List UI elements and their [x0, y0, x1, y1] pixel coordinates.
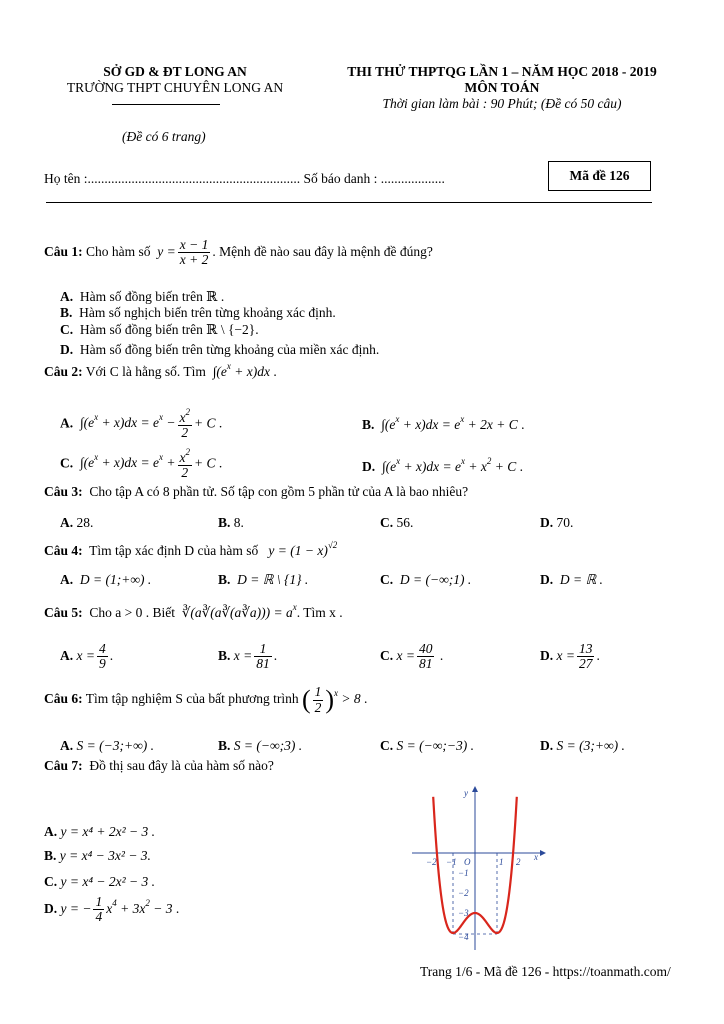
option-6c[interactable]: C. S = (−∞;−3) .	[380, 738, 474, 753]
exam-duration: Thời gian làm bài : 90 Phút; (Đề có 50 câu)	[382, 96, 622, 111]
tick-x-pos2: 2	[516, 857, 521, 867]
option-3b[interactable]: B. 8.	[218, 515, 244, 530]
option-2c[interactable]: C. $\int(e^x + x)dx = e^x$ + $\frac{x^2}{2}$ + C .	[60, 447, 223, 481]
option-4d[interactable]: D. D = ℝ .	[540, 572, 603, 587]
question-label: Câu 1:	[44, 243, 83, 259]
tick-y-neg3: −3	[458, 908, 469, 918]
option-7c[interactable]: C. y = x⁴ − 2x² − 3 .	[44, 874, 156, 889]
tick-origin: O	[464, 857, 471, 867]
pages-note: (Đề có 6 trang)	[122, 129, 206, 144]
subject-title: MÔN TOÁN	[464, 80, 540, 95]
option-4c[interactable]: C. D = (−∞;1) .	[380, 572, 472, 587]
x-axis-arrow	[540, 850, 546, 856]
option-2b[interactable]: B. $\int(e^x + x)dx = e^x + 2x + C$ .	[362, 414, 525, 432]
tick-x-pos1: 1	[499, 857, 504, 867]
question-1: Câu 1: Cho hàm số y = $\frac{x - 1}{x + 2}$ . Mệnh đề nào sau đây là mệnh đề đúng?	[44, 237, 433, 268]
page-footer: Trang 1/6 - Mã đề 126 - https://toanmath.com/	[420, 964, 671, 979]
tick-y-neg2: −2	[458, 888, 469, 898]
x-axis-label: x	[534, 852, 538, 862]
option-5a[interactable]: A. x = $\frac{4}{9}$ .	[60, 641, 114, 672]
option-2a[interactable]: A. $\int(e^x + x)dx = e^x$ − $\frac{x^2}{2}$ + C .	[60, 407, 223, 441]
option-3c[interactable]: C. 56.	[380, 515, 414, 530]
option-3d[interactable]: D. 70.	[540, 515, 574, 530]
question-2: Câu 2: Với C là hằng số. Tìm $\int(e^x + x)dx$ .	[44, 361, 277, 379]
exam-title: THI THỬ THPTQG LẦN 1 – NĂM HỌC 2018 - 2019	[347, 64, 657, 79]
option-5c[interactable]: C. x = $\frac{40}{81}$ .	[380, 641, 444, 672]
exam-code: Mã đề 126	[569, 168, 630, 183]
option-5b[interactable]: B. x = $\frac{1}{81}$ .	[218, 641, 278, 672]
y-axis-label: y	[464, 788, 468, 798]
option-6d[interactable]: D. S = (3;+∞) .	[540, 738, 625, 753]
school-name: TRƯỜNG THPT CHUYÊN LONG AN	[66, 80, 284, 95]
header-divider-left	[112, 104, 220, 105]
student-info-field: Họ tên :............................................................... Số báo danh : ...................	[44, 171, 445, 186]
option-1b[interactable]: B. Hàm số nghịch biến trên từng khoảng xác định.	[60, 305, 336, 320]
question-7: Câu 7: Đồ thị sau đây là của hàm số nào?	[44, 758, 274, 773]
option-1a[interactable]: A. Hàm số đồng biến trên ℝ .	[60, 289, 225, 304]
option-2d[interactable]: D. $\int(e^x + x)dx = e^x + x^2 + C$ .	[362, 456, 523, 474]
option-6b[interactable]: B. S = (−∞;3) .	[218, 738, 303, 753]
department-name: SỞ GD & ĐT LONG AN	[103, 64, 247, 79]
option-6a[interactable]: A. S = (−3;+∞) .	[60, 738, 154, 753]
option-7b[interactable]: B. y = x⁴ − 3x² − 3.	[44, 848, 151, 863]
tick-y-neg4: −4	[458, 932, 469, 942]
option-7d[interactable]: D. y = − $\frac{1}{4}$ $x^4 + 3x^2 - 3$ .	[44, 894, 180, 925]
option-4a[interactable]: A. D = (1;+∞) .	[60, 572, 152, 587]
function-graph	[408, 782, 548, 956]
exam-code-box	[548, 161, 651, 191]
question-3: Câu 3: Cho tập A có 8 phần tử. Số tập con gồm 5 phần tử của A là bao nhiêu?	[44, 484, 469, 499]
option-5d[interactable]: D. x = $\frac{13}{27}$ .	[540, 641, 600, 672]
y-axis-arrow	[472, 786, 478, 792]
header-divider	[46, 202, 652, 203]
tick-x-neg2: −2	[426, 857, 437, 867]
question-tail: . Mệnh đề nào sau đây là mệnh đề đúng?	[212, 243, 433, 259]
question-text: Cho hàm số	[86, 243, 151, 259]
option-1d[interactable]: D. Hàm số đồng biến trên từng khoảng của miền xác định.	[60, 342, 380, 357]
option-3a[interactable]: A. 28.	[60, 515, 94, 530]
tick-y-neg1: −1	[458, 868, 469, 878]
option-7a[interactable]: A. y = x⁴ + 2x² − 3 .	[44, 824, 156, 839]
question-4: Câu 4: Tìm tập xác định D của hàm số $y = (1 - x)^{√2}$	[44, 540, 338, 558]
question-6: Câu 6: Tìm tập nghiệm S của bất phương trình ( $\frac{1}{2}$ )$^x$ > 8 .	[44, 684, 368, 715]
question-5: Câu 5: Cho a > 0 . Biết ∛(a∛(a∛(a∛a))) = $a^x$. Tìm x .	[44, 602, 343, 620]
tick-x-neg1: −1	[446, 857, 457, 867]
option-4b[interactable]: B. D = ℝ \ {1} .	[218, 572, 309, 587]
option-1c[interactable]: C. Hàm số đồng biến trên ℝ \ {−2}.	[60, 322, 259, 337]
